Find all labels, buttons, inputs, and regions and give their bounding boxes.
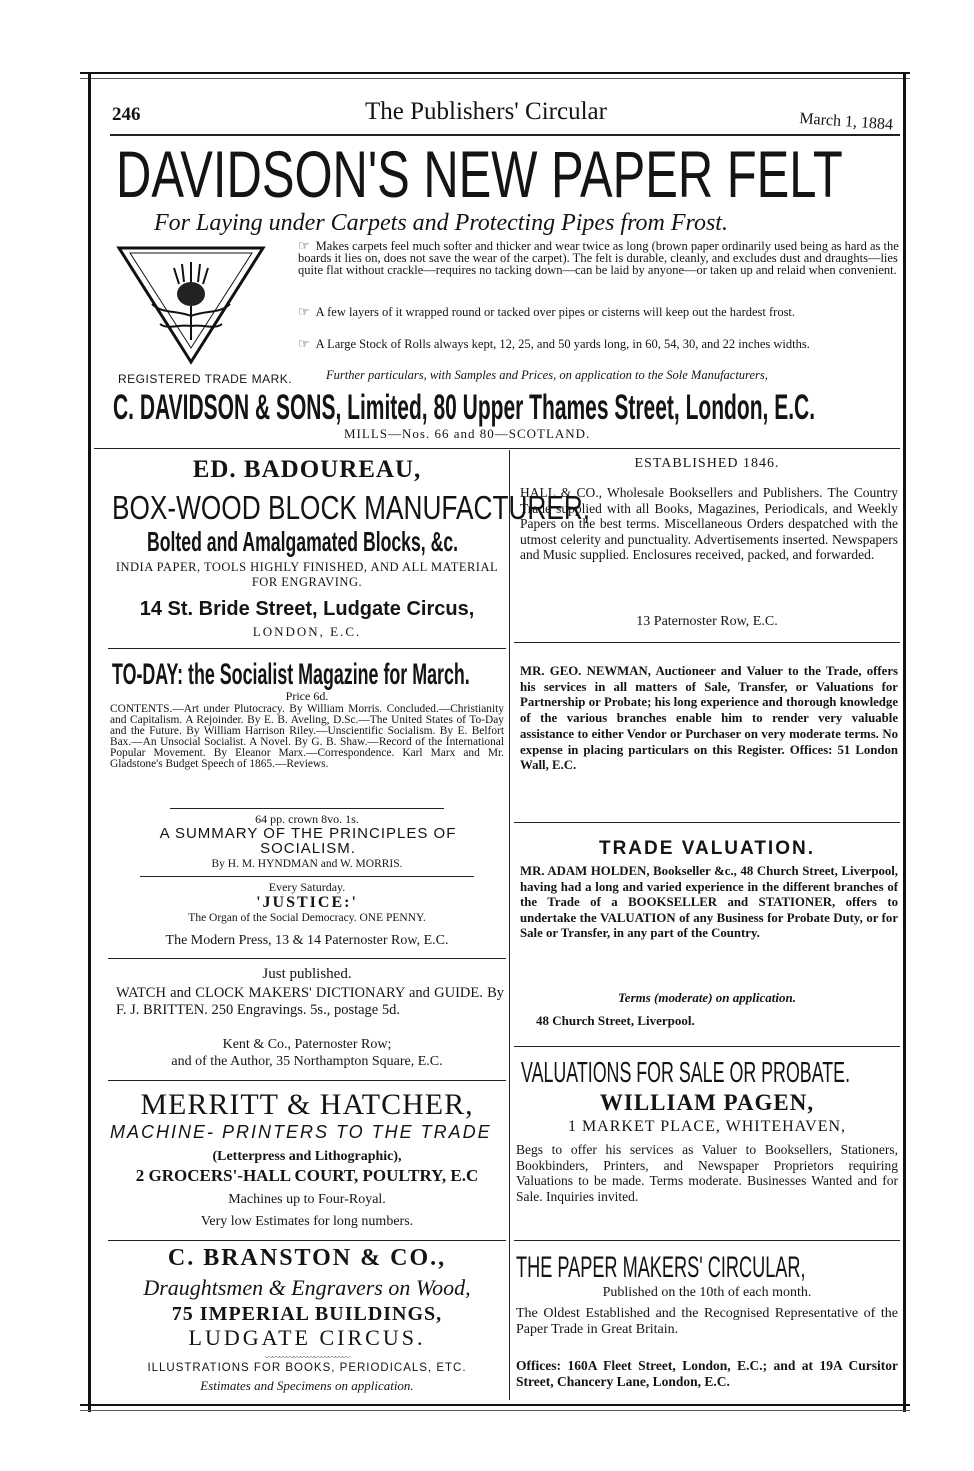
section-rule bbox=[514, 822, 900, 823]
branston-illustrations: ILLUSTRATIONS FOR BOOKS, PERIODICALS, ETC. bbox=[147, 1362, 467, 1374]
davidson-subtitle: For Laying under Carpets and Protecting Pipes from Frost. bbox=[154, 210, 728, 236]
davidson-bullet-3 bbox=[298, 338, 904, 350]
holden-address: 48 Church Street, Liverpool. bbox=[536, 1013, 695, 1028]
davidson-further-particulars: Further particulars, with Samples and Prices, on application to the Sole Manufacturers, bbox=[326, 368, 768, 382]
badoureau-blocks: Bolted and Amalgamated Blocks, &c. bbox=[147, 526, 459, 557]
branston-place: LUDGATE CIRCUS. bbox=[188, 1325, 426, 1350]
section-rule bbox=[514, 1046, 900, 1047]
socialism-authors: By H. M. HYNDMAN and W. MORRIS. bbox=[211, 858, 403, 870]
branston-estimates: Estimates and Specimens on application. bbox=[200, 1378, 414, 1393]
merritt-name: MERRITT & HATCHER, bbox=[140, 1088, 474, 1121]
short-rule bbox=[140, 876, 474, 877]
pointing-hand-icon: ☞ bbox=[298, 238, 310, 253]
hall-established: ESTABLISHED 1846. bbox=[634, 456, 780, 471]
page-number: 246 bbox=[112, 104, 141, 125]
publication-title: The Publishers' Circular bbox=[365, 98, 607, 125]
section-rule bbox=[108, 1080, 506, 1081]
badoureau-name: ED. BADOUREAU, bbox=[192, 456, 422, 483]
newman-text: MR. GEO. NEWMAN, Auctioneer and Valuer to the Trade, offers his services in all matters of Sale, Transfer, or Valuations for Partnership or Probate; his long experience and thorough knowledge of the various branches enable him to render very valuable assistance to either Vendor or Purchaser on very moderate terms. No expense in placing particulars on this Register. Offices: 51 London Wall, E.C. bbox=[520, 664, 898, 773]
pagen-headline: VALUATIONS FOR SALE OR PROBATE. bbox=[521, 1057, 851, 1089]
left-border-rule bbox=[88, 72, 91, 1412]
watch-just-published: Just published. bbox=[262, 966, 352, 982]
merritt-kind: (Letterpress and Lithographic), bbox=[212, 1149, 402, 1164]
davidson-bullet-2-text: A few layers of it wrapped round or tacked over pipes or cisterns will keep out the hardest frost. bbox=[315, 305, 796, 319]
hall-address: 13 Paternoster Row, E.C. bbox=[636, 614, 778, 629]
merritt-estimates: Very low Estimates for long numbers. bbox=[200, 1214, 414, 1229]
modern-press-address: The Modern Press, 13 & 14 Paternoster Row, E.C. bbox=[165, 933, 449, 948]
merritt-address: 2 GROCERS'-HALL COURT, POULTRY, E.C bbox=[135, 1166, 479, 1185]
branston-trade: Draughtsmen & Engravers on Wood, bbox=[143, 1275, 471, 1300]
watch-publisher: Kent & Co., Paternoster Row; bbox=[222, 1037, 392, 1052]
trade-valuation-title: TRADE VALUATION. bbox=[598, 838, 815, 859]
section-rule bbox=[108, 958, 506, 959]
davidson-bullet-2 bbox=[298, 306, 904, 318]
header-rule bbox=[110, 134, 900, 136]
trademark-label: REGISTERED TRADE MARK. bbox=[118, 372, 293, 386]
socialism-summary: A SUMMARY OF THE PRINCIPLES OF SOCIALISM. bbox=[159, 825, 457, 857]
today-pages: 64 pp. crown 8vo. 1s. bbox=[255, 812, 359, 826]
pointing-hand-icon: ☞ bbox=[298, 336, 310, 351]
trademark-emblem bbox=[116, 244, 266, 374]
justice-frequency: Every Saturday. bbox=[268, 880, 346, 894]
top-border-rule bbox=[80, 72, 910, 74]
section-rule bbox=[108, 1240, 506, 1241]
badoureau-materials: INDIA PAPER, TOOLS HIGHLY FINISHED, AND ALL MATERIAL FOR ENGRAVING. bbox=[115, 560, 499, 589]
davidson-company: C. DAVIDSON & SONS, Limited, 80 Upper Thames Street, London, E.C. bbox=[113, 388, 816, 427]
branston-address: 75 IMPERIAL BUILDINGS, bbox=[171, 1303, 443, 1325]
pagen-text: Begs to offer his services as Valuer to Booksellers, Stationers, Bookbinders, Printers, and Newspaper Proprietors requiring Valuations to be made. Terms moderate. Businesses Wanted and for Sale. Inquiries invited. bbox=[516, 1142, 898, 1204]
decorative-wave-rule: 〰〰〰〰〰〰〰〰〰〰〰〰 bbox=[265, 1353, 349, 1362]
davidson-bullet-1-text: Makes carpets feel much softer and thicker and wear twice as long (brown paper ordinarily used being as hard as the boards it lies on, does not save the wear of the carpet). The felt is durable, cleanly, and excludes dust and draughts—lies quite flat without crackle—requires no tacking down—can be laid by anyone—or taken up and relaid when convenient. bbox=[298, 239, 899, 277]
section-rule bbox=[108, 648, 506, 649]
merritt-machines: Machines up to Four-Royal. bbox=[228, 1192, 386, 1207]
issue-date: March 1, 1884 bbox=[798, 110, 894, 134]
section-rule bbox=[94, 448, 900, 449]
badoureau-city: LONDON, E.C. bbox=[252, 624, 362, 639]
branston-name: C. BRANSTON & CO., bbox=[167, 1245, 447, 1271]
merritt-trade: MACHINE- PRINTERS TO THE TRADE bbox=[110, 1122, 492, 1142]
pagen-name: WILLIAM PAGEN, bbox=[599, 1090, 815, 1115]
thistle-trademark-icon bbox=[116, 244, 266, 374]
pointing-hand-icon: ☞ bbox=[298, 304, 310, 319]
davidson-mills: MILLS—Nos. 66 and 80—SCOTLAND. bbox=[344, 426, 591, 441]
short-rule bbox=[170, 808, 444, 809]
justice-organ: The Organ of the Social Democracy. ONE PENNY. bbox=[188, 912, 426, 924]
pagen-address: 1 MARKET PLACE, WHITEHAVEN, bbox=[567, 1118, 847, 1135]
davidson-bullet-1 bbox=[298, 240, 904, 276]
paper-makers-offices: Offices: 160A Fleet Street, London, E.C.; and at 19A Cursitor Street, Chancery Lane, London, E.C. bbox=[516, 1358, 898, 1389]
column-divider bbox=[509, 450, 510, 1400]
watch-author-address: and of the Author, 35 Northampton Square, E.C. bbox=[171, 1054, 443, 1069]
davidson-bullet-3-text: A Large Stock of Rolls always kept, 12, 25, and 50 yards long, in 60, 54, 30, and 22 inches widths. bbox=[315, 337, 810, 351]
hall-text: HALL & CO., Wholesale Booksellers and Publishers. The Country Trade supplied with all Books, Magazines, Periodicals, and Weekly Papers on the best terms. Miscellaneous Orders despatched with the utmost celerity and punctuality. Advertisements inserted. Newspapers and Music supplied. Enclosures received, packed, and forwarded. bbox=[520, 485, 898, 562]
paper-makers-published: Published on the 10th of each month. bbox=[602, 1285, 812, 1300]
bottom-border-rule bbox=[80, 1404, 910, 1406]
today-price: Price 6d. bbox=[285, 689, 329, 703]
bottom-border-rule-thin bbox=[80, 1410, 910, 1411]
today-title: TO-DAY: the Socialist Magazine for March. bbox=[112, 658, 470, 691]
justice-title: 'JUSTICE:' bbox=[256, 894, 358, 911]
badoureau-trade: BOX-WOOD BLOCK MANUFACTURER, bbox=[112, 489, 591, 526]
section-rule bbox=[514, 1240, 900, 1241]
watch-dictionary: WATCH and CLOCK MAKERS' DICTIONARY and GUIDE. By F. J. BRITTEN. 250 Engravings. 5s., postage 5d. bbox=[116, 985, 504, 1018]
badoureau-address: 14 St. Bride Street, Ludgate Circus, bbox=[139, 598, 475, 620]
holden-terms: Terms (moderate) on application. bbox=[618, 990, 796, 1005]
paper-makers-headline: THE PAPER MAKERS' CIRCULAR, bbox=[516, 1251, 806, 1284]
today-contents: CONTENTS.—Art under Plutocracy. By William Morris. Concluded.—Christianity and Capitalism. A Rejoinder. By E. B. Aveling, D.Sc.—The United States of To-Day and the Future. By William Harrison Riley.—Unscientific Socialism. By E. Belfort Bax.—An Unsocial Socialist. A Novel. By G. B. Shaw.—Record of the International Popular Movement. By Eleanor Marx.—Correspondence. Karl Marx and Mr. Gladstone's Budget Speech of 1865.—Reviews. bbox=[110, 703, 504, 770]
top-border-rule-thin bbox=[80, 78, 910, 79]
section-rule bbox=[514, 642, 900, 643]
davidson-headline: DAVIDSON'S NEW PAPER FELT bbox=[116, 137, 843, 211]
paper-makers-text: The Oldest Established and the Recognised Representative of the Paper Trade in Great Britain. bbox=[516, 1306, 898, 1337]
holden-text: MR. ADAM HOLDEN, Bookseller &c., 48 Church Street, Liverpool, having had a long and varied experience in the different branches of the Trade of a BOOKSELLER and STATIONER, offers to undertake the VALUATION of any Business for Probate Duty, or for Sale or Transfer, in any part of the Country. bbox=[520, 864, 898, 941]
